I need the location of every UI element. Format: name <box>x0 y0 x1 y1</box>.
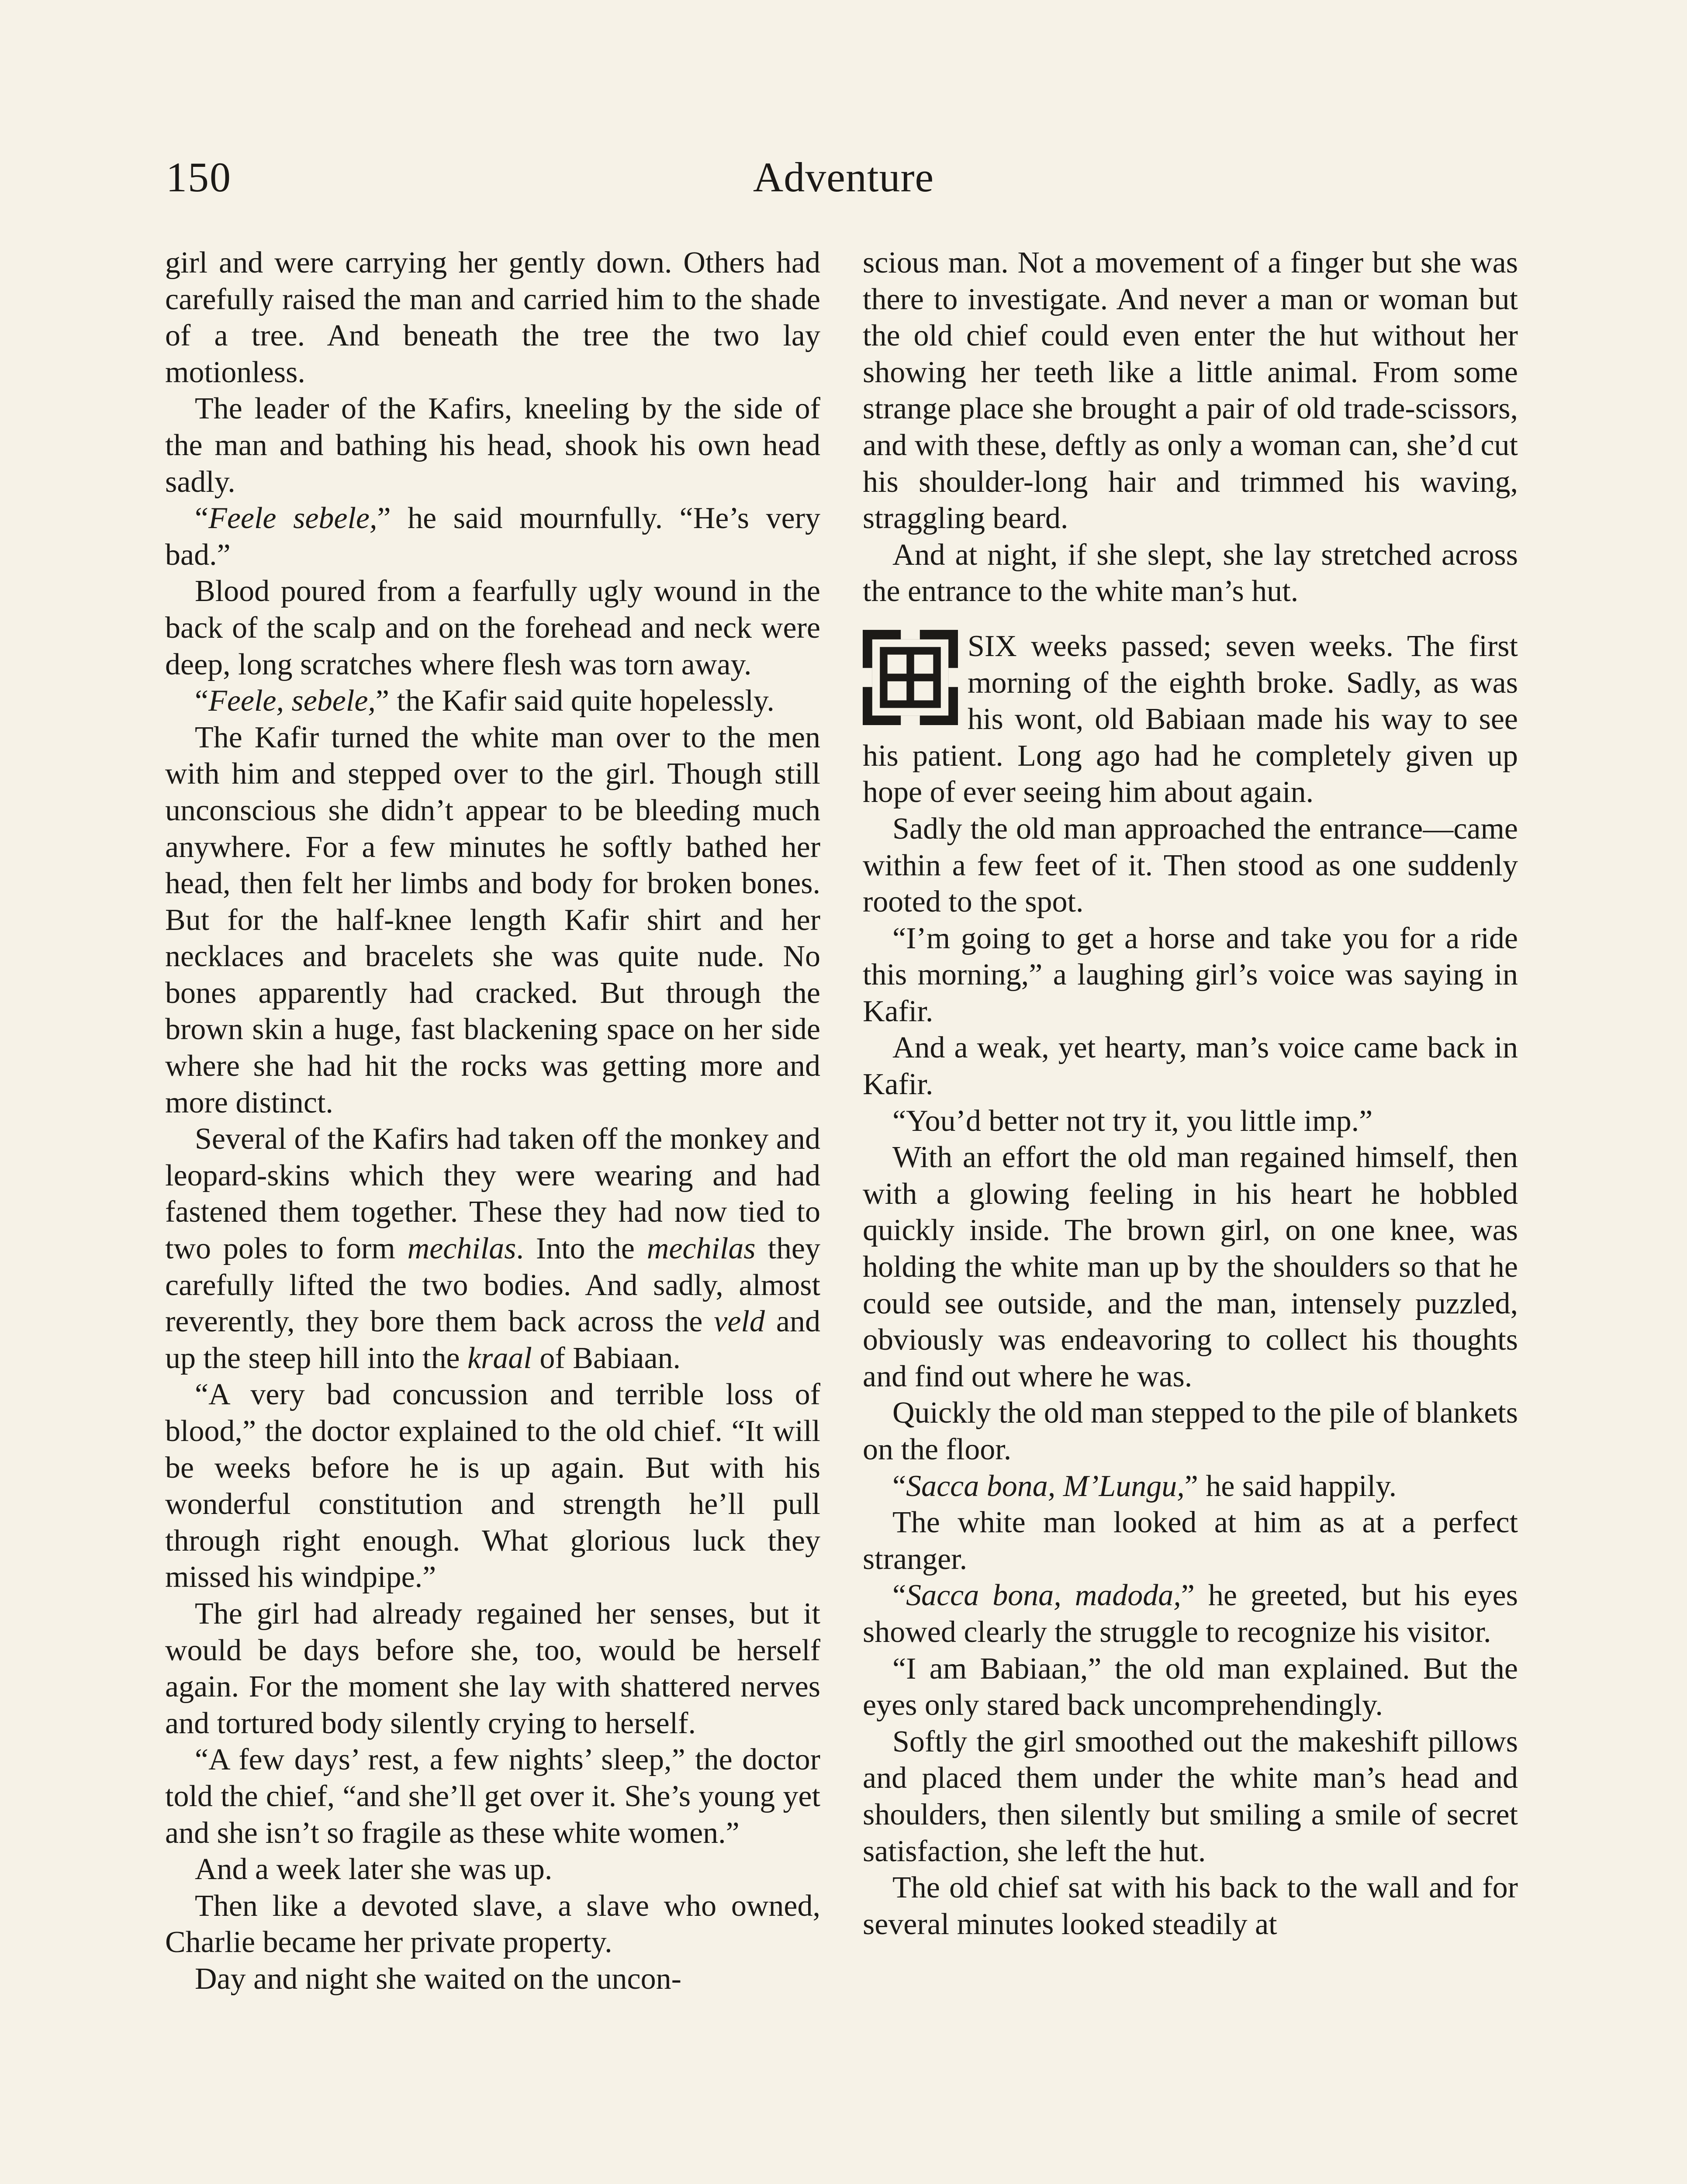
paragraph: With an effort the old man regained himself, then with a glowing feeling in his heart he hobbled quickly inside. The brown girl, on one knee, was holding the white man up by the shoulders so that he could see outside, and the man, intensely puzzled, obviously was endeavoring to collect his thoughts and find out where he was. <box>863 1140 1518 1393</box>
paragraph <box>165 1121 820 1376</box>
kafir-word: veld <box>714 1305 765 1339</box>
paragraph-text: Several of the Kafirs had taken off the monkey and leopard-skins which they were wearing and had fastened them together. These they had now tied to two poles to form <box>165 1122 820 1266</box>
paragraph: And at night, if she slept, she lay stretched across the entrance to the white man’s hut. <box>863 538 1518 608</box>
paragraph: Quickly the old man stepped to the pile of blankets on the floor. <box>863 1396 1518 1466</box>
paragraph-text: of Babiaan. <box>532 1341 681 1375</box>
paragraph: The white man looked at him as at a perfect stranger. <box>863 1506 1518 1576</box>
ornament-icon <box>863 630 958 725</box>
kafir-word: mechilas <box>646 1232 756 1266</box>
quote-mark: “ <box>195 501 209 536</box>
quote-mark: “ <box>892 1579 906 1613</box>
paragraph: “A very bad concussion and terrible loss of blood,” the doctor explained to the old chief. “It will be weeks before he is up again. But with his wonderful constitution and strength he’ll pull through right enough. What glorious luck they missed his windpipe.” <box>165 1378 820 1594</box>
kafir-word: mechilas <box>407 1232 516 1266</box>
paragraph: girl and were carrying her gently down. Others had carefully raised the man and carried him to the shade of a tree. And beneath the tree the two lay motionless. <box>165 246 820 389</box>
paragraph: scious man. Not a movement of a finger but she was there to investigate. And never a man or woman but the old chief could even enter the hut without her showing her teeth like a little animal. From some strange place she brought a pair of old trade-scissors, and with these, deftly as only a woman can, she’d cut his shoulder-long hair and trimmed his waving, straggling beard. <box>863 246 1518 536</box>
page-number: 150 <box>166 154 232 200</box>
section-start-paragraph <box>863 628 1518 811</box>
paragraph: “I’m going to get a horse and take you for a ride this morning,” a laughing girl’s voice was saying in Kafir. <box>863 921 1518 1028</box>
paragraph <box>165 500 820 573</box>
kafir-phrase: Feele sebele, <box>208 501 377 536</box>
paragraph: “I am Babiaan,” the old man explained. But the eyes only stared back uncomprehendingly. <box>863 1652 1518 1722</box>
paragraph-text: they carefully lifted the two bodies. And sadly, almost reverently, they bore them back across the <box>165 1232 820 1339</box>
paragraph-text: and up the steep hill into the <box>165 1305 820 1375</box>
kafir-phrase: Feele, sebele, <box>208 684 376 718</box>
paragraph: And a weak, yet hearty, man’s voice came back in Kafir. <box>863 1031 1518 1102</box>
paragraph: “You’d better not try it, you little imp.” <box>892 1104 1373 1138</box>
paragraph: The leader of the Kafirs, kneeling by the side of the man and bathing his head, shook his own head sadly. <box>165 392 820 499</box>
paragraph-text: . Into the <box>516 1232 647 1266</box>
paragraph <box>863 1468 1518 1505</box>
paragraph: The girl had already regained her senses, but it would be days before she, too, would be herself again. For the moment she lay with shattered nerves and tortured body silently crying to herself. <box>165 1597 820 1740</box>
paragraph <box>165 683 820 719</box>
paragraph-text: ” he said happily. <box>1184 1469 1397 1503</box>
paragraph: The old chief sat with his back to the wall and for several minutes looked steadily at <box>863 1871 1518 1941</box>
paragraph: Sadly the old man approached the entrance—came within a few feet of it. Then stood as one suddenly rooted to the spot. <box>863 812 1518 919</box>
paragraph: The Kafir turned the white man over to the men with him and stepped over to the girl. Though still unconscious she didn’t appear to be bleeding much anywhere. For a few minutes he softly bathed her head, then felt her limbs and body for broken bones. But for the half-knee length Kafir shirt and her necklaces and bracelets she was quite nude. No bones apparently had cracked. But through the brown skin a huge, fast blackening space on her side where she had hit the rocks was getting more and more distinct. <box>165 720 820 1120</box>
quote-mark: “ <box>892 1469 906 1503</box>
paragraph: Then like a devoted slave, a slave who owned, Charlie became her private property. <box>165 1889 820 1959</box>
paragraph-text: SIX weeks passed; seven weeks. The first morning of the eighth broke. Sadly, as was his wont, old Babiaan made his way to see his patient. Long ago had he completely given up hope of ever seeing him about again. <box>863 629 1518 809</box>
paragraph: Day and night she waited on the uncon- <box>195 1962 681 1996</box>
running-head: Adventure <box>753 154 934 200</box>
quote-mark: “ <box>195 684 209 718</box>
paragraph: And a week later she was up. <box>195 1852 553 1887</box>
paragraph-text: ” he said mournfully. “He’s very bad.” <box>165 501 821 572</box>
paragraph-text: ” he greeted, but his eyes showed clearly the struggle to recognize his visitor. <box>863 1579 1518 1649</box>
paragraph <box>863 1577 1518 1650</box>
paragraph-text: ” the Kafir said quite hopelessly. <box>375 684 774 718</box>
kafir-word: kraal <box>467 1341 532 1375</box>
paragraph: Softly the girl smoothed out the makeshift pillows and placed them under the white man’s head and shoulders, then silently but smiling a smile of secret satisfaction, she left the hut. <box>863 1724 1518 1868</box>
paragraph: “A few days’ rest, a few nights’ sleep,” the doctor told the chief, “and she’ll get over it. She’s young yet and she isn’t so fragile as these white women.” <box>165 1743 820 1850</box>
kafir-phrase: Sacca bona, M’Lungu, <box>906 1469 1185 1503</box>
left-column <box>165 245 820 1997</box>
paragraph: Blood poured from a fearfully ugly wound in the back of the scalp and on the forehead and neck were deep, long scratches where flesh was torn away. <box>165 574 820 681</box>
kafir-phrase: Sacca bona, madoda, <box>906 1579 1181 1613</box>
right-column <box>863 245 1518 1942</box>
